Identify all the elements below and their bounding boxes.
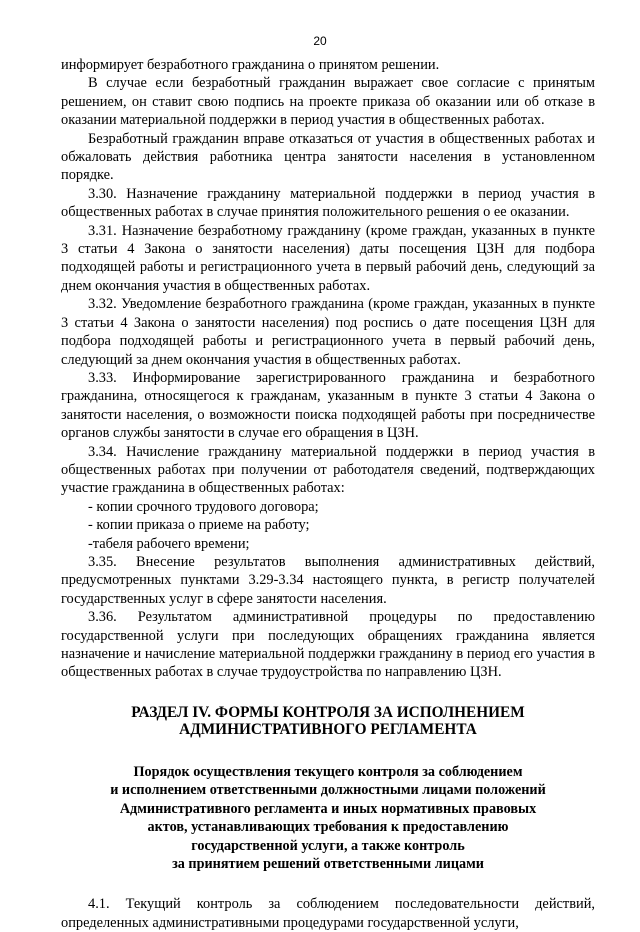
section-title-line-2: АДМИНИСТРАТИВНОГО РЕГЛАМЕНТА: [179, 721, 477, 739]
section-title-line-1: РАЗДЕЛ IV. ФОРМЫ КОНТРОЛЯ ЗА ИСПОЛНЕНИЕМ: [131, 703, 525, 721]
subsection-title-line-3: Административного регламента и иных нормативных правовых: [119, 800, 537, 817]
paragraph-continuation: информирует безработного гражданина о принятом решении.: [61, 57, 440, 73]
document-body: [61, 56, 595, 932]
subsection-title-line-5: государственной услуги, а также контроль: [191, 837, 465, 854]
subsection-title-line-4: актов, устанавливающих требования к предоставлению: [147, 819, 509, 836]
page-number: 20: [313, 34, 327, 48]
paragraph-3-33: 3.33. Информирование зарегистрированного гражданина и безработного гражданина, относящегося к гражданам, указанным в пункте 3 статьи 4 Закона о занятости населения, о возможности поиска подходящей работы при посредничестве органов службы занятости в случае его обращения в ЦЗН.: [61, 369, 595, 442]
list-item-order: - копии приказа о приеме на работу;: [88, 517, 310, 534]
list-item-contract: - копии срочного трудового договора;: [88, 498, 319, 515]
subsection-title: [61, 763, 595, 873]
subsection-title-line-2: и исполнением ответственными должностными лицами положений: [110, 782, 546, 799]
paragraph-3-31: 3.31. Назначение безработному гражданину (кроме граждан, указанных в пункте 3 статьи 4 Закона о занятости населения) даты посещения ЦЗН для подбора подходящей работы и регистрационного учета в первый рабочий день, следующий за днем окончания участия в общественных работах.: [61, 222, 595, 294]
section-title: [61, 704, 595, 739]
paragraph-3-32: 3.32. Уведомление безработного гражданина (кроме граждан, указанных в пункте 3 статьи 4 Закона о занятости населения) под роспись о дате посещения ЦЗН для подбора подходящей работы и регистрационного учета в первый рабочий день, следующий за днем окончания участия в общественных работах.: [61, 296, 595, 368]
paragraph-refusal-right: Безработный гражданин вправе отказаться от участия в общественных работах и обжаловать действия работника центра занятости населения в установленном порядке.: [61, 130, 595, 184]
paragraph-3-30: 3.30. Назначение гражданину материальной поддержки в период участия в общественных работах в случае принятия положительного решения о ее оказании.: [61, 185, 595, 221]
paragraph-3-36: 3.36. Результатом административной процедуры по предоставлению государственной услуги при последующих обращениях гражданина является назначение и начисление материальной поддержки гражданину в период его участия в общественных работах в случае трудоустройства по направлению ЦЗН.: [61, 609, 595, 681]
subsection-title-line-6: за принятием решений ответственными лицами: [172, 856, 484, 873]
paragraph-consent: В случае если безработный гражданин выражает свое согласие с принятым решением, он ставит свою подпись на проекте приказа об оказании или об отказе в оказании материальной поддержки в период участия в общественных работах.: [61, 75, 595, 129]
list-item-timesheet: -табеля рабочего времени;: [88, 535, 250, 552]
paragraph-3-35: 3.35. Внесение результатов выполнения административных действий, предусмотренных пунктами 3.29-3.34 настоящего пункта, в регистр получателей государственных услуг в сфере занятости населения.: [61, 553, 595, 607]
paragraph-4-1: 4.1. Текущий контроль за соблюдением последовательности действий, определенных административными процедурами государственной услуги,: [61, 896, 595, 931]
subsection-title-line-1: Порядок осуществления текущего контроля за соблюдением: [133, 764, 523, 780]
paragraph-3-34: 3.34. Начисление гражданину материальной поддержки в период участия в общественных работах при получении от работодателя сведений, подтверждающих участие гражданина в общественных работах:: [61, 443, 595, 497]
